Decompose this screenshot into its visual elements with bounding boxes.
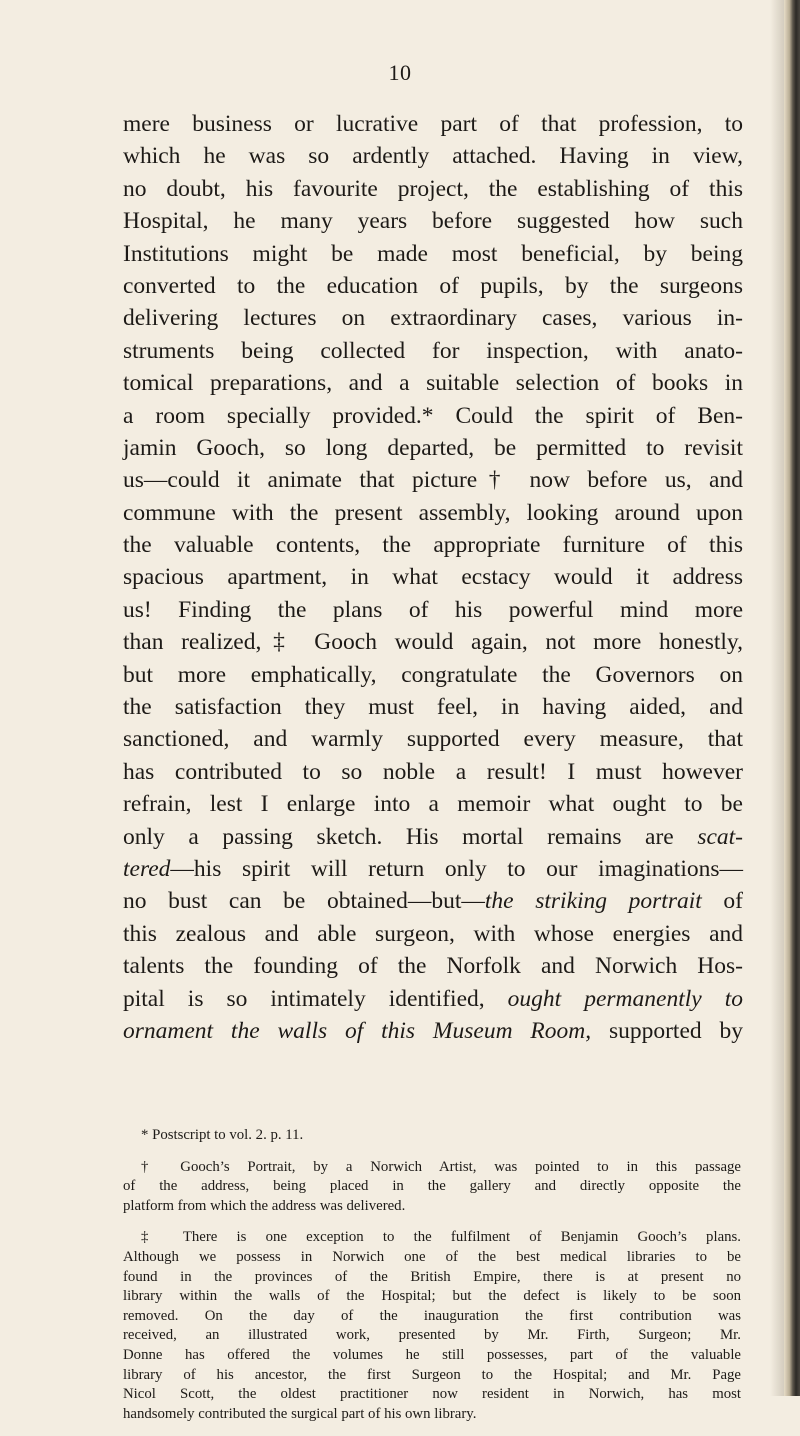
text-line-segment: —his spirit will return only to our imaginations— [170, 855, 743, 882]
footnote-line: removed. On the day of the inauguration the first contribution was [123, 1307, 741, 1324]
text-line [123, 885, 743, 917]
text-line [123, 821, 743, 853]
text-line-segment: supported by [591, 1017, 744, 1044]
text-line: has contributed to so noble a result! I must however [123, 758, 743, 785]
footnote-line: Donne has offered the volumes he still possesses, part of the valuable [123, 1346, 741, 1363]
italic-segment: scat- [697, 823, 743, 850]
text-line-segment: pital is so intimately identified, [123, 985, 508, 1012]
italic-segment: ought permanently to [507, 985, 743, 1012]
text-line [123, 1015, 743, 1047]
footnote-line: † Gooch’s Portrait, by a Norwich Artist, was pointed to in this passage [141, 1158, 741, 1175]
text-line: the satisfaction they must feel, in having aided, and [123, 694, 743, 721]
text-line: a room specially provided.* Could the spirit of Ben- [123, 402, 743, 429]
footnote-line: Although we possess in Norwich one of the best medical libraries to be [123, 1248, 741, 1265]
italic-segment: the striking portrait [484, 888, 702, 915]
footnote-line: platform from which the address was delivered. [123, 1197, 406, 1214]
text-line [123, 983, 743, 1015]
text-line-segment: of [723, 888, 743, 915]
text-line-segment: only a passing sketch. His mortal remains are [123, 823, 674, 850]
text-line: jamin Gooch, so long departed, be permitted to revisit [123, 434, 743, 461]
footnote-line: library within the walls of the Hospital; but the defect is likely to be soon [123, 1288, 741, 1305]
footnote-line: ‡ There is one exception to the fulfilment of Benjamin Gooch’s plans. [141, 1229, 741, 1246]
text-line: converted to the education of pupils, by the surgeons [123, 272, 743, 299]
text-line: us! Finding the plans of his powerful mind more [123, 596, 743, 623]
footnote-line: found in the provinces of the British Empire, there is at present no [123, 1268, 741, 1285]
text-line: but more emphatically, congratulate the Governors on [123, 661, 743, 688]
text-line: talents the founding of the Norfolk and Norwich Hos- [123, 953, 743, 980]
text-line: spacious apartment, in what ecstacy would it address [123, 564, 743, 591]
footnote-dagger [123, 1158, 741, 1217]
text-line: Hospital, he many years before suggested how such [123, 208, 743, 235]
italic-segment: tered [123, 855, 171, 882]
text-line: Institutions might be made most beneficial, by being [123, 240, 743, 267]
footnote-line: received, an illustrated work, presented by Mr. Firth, Surgeon; Mr. [123, 1327, 741, 1344]
text-line: sanctioned, and warmly supported every measure, that [123, 726, 743, 753]
text-line: than realized,‡ Gooch would again, not more honestly, [123, 629, 743, 656]
page-number: 10 [388, 60, 412, 85]
text-line: us—could it animate that picture† now before us, and [123, 467, 743, 494]
footnote-line: handsomely contributed the surgical part of his own library. [123, 1405, 477, 1422]
text-line: tomical preparations, and a suitable selection of books in [123, 370, 743, 397]
italic-segment: ornament the walls of this Museum Room, [123, 1017, 592, 1044]
body-text [123, 108, 743, 1047]
text-line: which he was so ardently attached. Having in view, [123, 143, 743, 170]
footnote-line: of the address, being placed in the gallery and directly opposite the [123, 1178, 741, 1195]
text-line [123, 853, 743, 885]
text-line: struments being collected for inspection, with anato- [123, 337, 743, 364]
text-line: commune with the present assembly, looking around upon [123, 499, 743, 526]
text-line: refrain, lest I enlarge into a memoir what ought to be [123, 791, 743, 818]
text-line: no doubt, his favourite project, the establishing of this [123, 175, 743, 202]
footnotes [123, 1126, 741, 1436]
text-line: delivering lectures on extraordinary cases, various in- [123, 305, 743, 332]
footnote-line: * Postscript to vol. 2. p. 11. [141, 1127, 304, 1143]
footnote-double-dagger [123, 1228, 741, 1424]
footnote-line: library of his ancestor, the first Surgeon to the Hospital; and Mr. Page [123, 1366, 741, 1383]
text-line: this zealous and able surgeon, with whose energies and [123, 920, 743, 947]
footnote-line: Nicol Scott, the oldest practitioner now resident in Norwich, has most [123, 1386, 741, 1403]
text-line: the valuable contents, the appropriate furniture of this [123, 532, 743, 559]
footnote-star [123, 1126, 741, 1146]
text-line-segment: no bust can be obtained—but— [123, 888, 485, 915]
page-edge [784, 0, 800, 1396]
page-gutter-shadow [770, 0, 784, 1396]
text-line: mere business or lucrative part of that profession, to [123, 111, 743, 137]
